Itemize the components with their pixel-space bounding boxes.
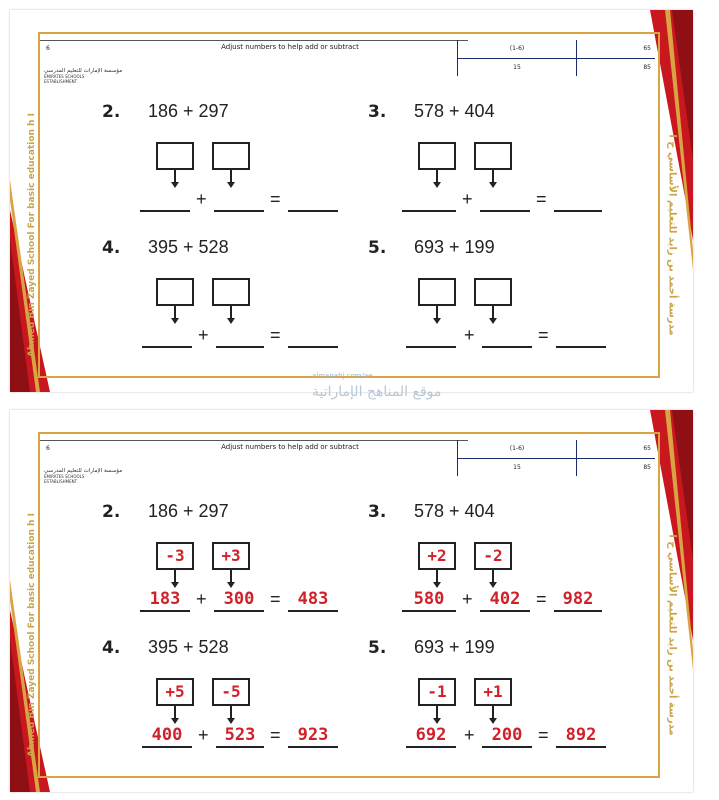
answer-blank-b[interactable]: 523 (216, 724, 264, 748)
plus-sign: + (196, 189, 207, 209)
adjust-box-2[interactable] (474, 278, 512, 306)
worksheet-slide-blank (10, 10, 693, 392)
adjust-box-2[interactable]: -5 (212, 678, 250, 706)
answer-blank-sum[interactable]: 923 (288, 724, 338, 748)
adjust-box-2[interactable]: +1 (474, 678, 512, 706)
problem-2 (102, 102, 352, 212)
answer-blank-b[interactable] (216, 324, 264, 348)
table-cell: 15 (458, 458, 577, 476)
problem-expression: 395 + 528 (148, 237, 229, 257)
problem-2 (102, 502, 352, 612)
answer-blank-sum[interactable]: 483 (288, 588, 338, 612)
answer-blank-a[interactable] (140, 188, 190, 212)
problem-3 (368, 502, 618, 612)
problem-5 (368, 238, 618, 348)
adjust-box-1[interactable] (156, 278, 194, 306)
table-cell: 65 (577, 440, 656, 458)
equals-sign: = (270, 589, 281, 609)
equals-sign: = (536, 589, 547, 609)
equals-sign: = (270, 725, 281, 745)
problem-number: 3. (368, 102, 387, 122)
adjust-box-2[interactable]: +3 (212, 542, 250, 570)
school-logo-english: EMIRATES SCHOOLS ESTABLISHMENT (44, 74, 85, 84)
answer-blank-b[interactable]: 402 (480, 588, 530, 612)
answer-blank-a[interactable]: 580 (402, 588, 456, 612)
adjust-box-2[interactable] (212, 278, 250, 306)
problem-expression: 578 + 404 (414, 101, 495, 121)
problem-expression: 395 + 528 (148, 637, 229, 657)
table-cell: 15 (458, 58, 577, 76)
lesson-title: Adjust numbers to help add or subtract (221, 43, 359, 51)
problem-number: 3. (368, 502, 387, 522)
problem-number: 4. (102, 238, 121, 258)
plus-sign: + (198, 725, 209, 745)
adjust-box-2[interactable] (212, 142, 250, 170)
header-rule (40, 440, 468, 441)
plus-sign: + (462, 589, 473, 609)
table-cell: 85 (577, 58, 656, 76)
answer-blank-a[interactable] (406, 324, 456, 348)
plus-sign: + (464, 725, 475, 745)
problem-3 (368, 102, 618, 212)
answer-blank-a[interactable] (142, 324, 192, 348)
answer-blank-sum[interactable] (288, 188, 338, 212)
worksheet-slide-solved (10, 410, 693, 792)
equals-sign: = (538, 325, 549, 345)
answer-blank-sum[interactable] (288, 324, 338, 348)
school-name-english-vertical: Ahmed Bin Zayed School For basic education h I (27, 513, 37, 757)
adjust-box-1[interactable]: +2 (418, 542, 456, 570)
problem-expression: 186 + 297 (148, 501, 229, 521)
answer-blank-sum[interactable]: 982 (554, 588, 602, 612)
answer-blank-a[interactable]: 692 (406, 724, 456, 748)
school-name-arabic-vertical: مدرسة أحمد بن زايد للتعليم الأساسي ح ا (666, 134, 678, 336)
answer-blank-b[interactable] (482, 324, 532, 348)
answer-blank-a[interactable]: 183 (140, 588, 190, 612)
table-cell: 85 (577, 458, 656, 476)
problem-number: 4. (102, 638, 121, 658)
answer-blank-sum[interactable]: 892 (556, 724, 606, 748)
header-table (457, 440, 655, 476)
equals-sign: = (270, 189, 281, 209)
watermark-site-name: موقع المناهج الإماراتية (312, 384, 442, 400)
school-logo-arabic: مؤسسة الإمارات للتعليم المدرسي (44, 468, 123, 474)
problem-4 (102, 638, 352, 748)
page-number: 6 (46, 45, 50, 52)
adjust-box-1[interactable]: -3 (156, 542, 194, 570)
header-table (457, 40, 655, 76)
adjust-box-1[interactable] (418, 278, 456, 306)
page-number: 6 (46, 445, 50, 452)
problem-expression: 578 + 404 (414, 501, 495, 521)
equals-sign: = (270, 325, 281, 345)
header-rule (40, 40, 468, 41)
adjust-box-1[interactable]: +5 (156, 678, 194, 706)
problem-expression: 693 + 199 (414, 237, 495, 257)
answer-blank-b[interactable]: 200 (482, 724, 532, 748)
problem-5 (368, 638, 618, 748)
answer-blank-b[interactable] (214, 188, 264, 212)
adjust-box-1[interactable]: -1 (418, 678, 456, 706)
table-cell: (1-6) (458, 440, 577, 458)
answer-blank-b[interactable]: 300 (214, 588, 264, 612)
lesson-title: Adjust numbers to help add or subtract (221, 443, 359, 451)
answer-blank-sum[interactable] (556, 324, 606, 348)
problem-number: 2. (102, 502, 121, 522)
problem-number: 5. (368, 238, 387, 258)
plus-sign: + (464, 325, 475, 345)
watermark-url: almanahj.com/ae (312, 372, 373, 380)
school-name-arabic-vertical: مدرسة أحمد بن زايد للتعليم الأساسي ح ا (666, 534, 678, 736)
table-cell: 65 (577, 40, 656, 58)
adjust-box-1[interactable] (418, 142, 456, 170)
problem-4 (102, 238, 352, 348)
adjust-box-1[interactable] (156, 142, 194, 170)
adjust-box-2[interactable] (474, 142, 512, 170)
answer-blank-sum[interactable] (554, 188, 602, 212)
equals-sign: = (536, 189, 547, 209)
equals-sign: = (538, 725, 549, 745)
plus-sign: + (198, 325, 209, 345)
adjust-box-2[interactable]: -2 (474, 542, 512, 570)
school-logo-english: EMIRATES SCHOOLS ESTABLISHMENT (44, 474, 85, 484)
problem-expression: 693 + 199 (414, 637, 495, 657)
plus-sign: + (462, 189, 473, 209)
plus-sign: + (196, 589, 207, 609)
problem-expression: 186 + 297 (148, 101, 229, 121)
problem-number: 2. (102, 102, 121, 122)
answer-blank-a[interactable] (402, 188, 456, 212)
table-cell: (1-6) (458, 40, 577, 58)
problem-number: 5. (368, 638, 387, 658)
school-logo-arabic: مؤسسة الإمارات للتعليم المدرسي (44, 68, 123, 74)
answer-blank-a[interactable]: 400 (142, 724, 192, 748)
school-name-english-vertical: Ahmed Bin Zayed School For basic education h I (27, 113, 37, 357)
answer-blank-b[interactable] (480, 188, 530, 212)
